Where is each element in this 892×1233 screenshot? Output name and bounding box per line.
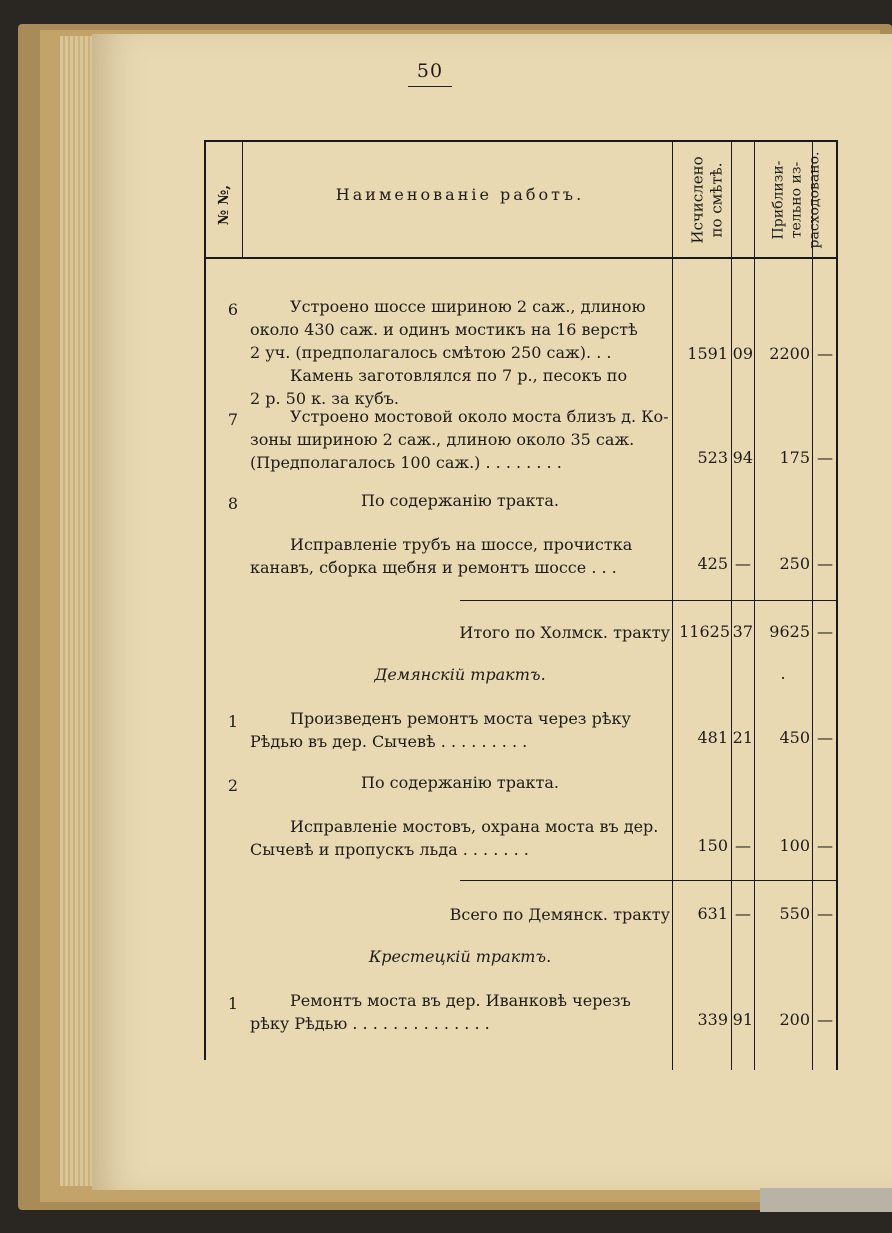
row-text-line: Исправленіе трубъ на шоссе, прочистка (290, 535, 633, 554)
spent-rubles: 200 (779, 1010, 810, 1029)
left-border-rule (204, 140, 206, 1060)
total-estimated-rubles: 631 (697, 904, 728, 923)
row-text-line: 2 уч. (предполагалось смѣтою 250 саж). . . (250, 343, 612, 362)
header-spent-col: Приблизи- тельно из- расходовано. (770, 151, 822, 249)
spent-kopecks: — (817, 448, 833, 467)
spent-col-rule (754, 140, 755, 1070)
page-number-rule (408, 86, 452, 87)
row-text-line: рѣку Рѣдью . . . . . . . . . . . . . . (250, 1014, 490, 1033)
total-spent-rubles: 550 (779, 904, 810, 923)
estimated-rubles: 150 (697, 836, 728, 855)
header-title-col: Наименованіе работъ. (335, 185, 585, 204)
total-spent-rubles: 9625 (769, 622, 810, 641)
estimated-kopecks: — (735, 836, 751, 855)
estimated-rubles: 481 (697, 728, 728, 747)
spent-rubles: 175 (779, 448, 810, 467)
spent-rubles: 450 (779, 728, 810, 747)
estimated-rubles: 425 (697, 554, 728, 573)
est-kop-rule (731, 140, 732, 1070)
total-spent-kopecks: — (817, 622, 833, 641)
stray-mark: . (780, 664, 786, 683)
estimated-kopecks: 09 (732, 344, 753, 363)
section-heading: Демянскій трактъ. (374, 665, 546, 684)
right-border-rule (836, 140, 838, 1070)
scan-strip (760, 1188, 892, 1212)
row-text-line: Произведенъ ремонтъ моста через рѣку (290, 709, 631, 728)
page-number: 50 (416, 60, 444, 82)
row-number: 7 (227, 410, 238, 429)
section-heading: Крестецкій трактъ. (368, 947, 552, 966)
table-top-rule (204, 140, 838, 142)
total-estimated-rubles: 11625 (679, 622, 730, 641)
row-text-line: Устроено мостовой около моста близъ д. Ко- (290, 407, 669, 426)
total-label: Итого по Холмск. тракту (459, 623, 670, 642)
row-number: 1 (227, 994, 238, 1013)
row-text-line: Рѣдью въ дер. Сычевѣ . . . . . . . . . (250, 732, 528, 751)
total-estimated-kopecks: — (735, 904, 751, 923)
total-label: Всего по Демянск. тракту (449, 905, 670, 924)
spent-kopecks: — (817, 728, 833, 747)
spent-kopecks: — (817, 1010, 833, 1029)
row-number: 2 (227, 776, 238, 795)
header-number-col: № №, (216, 184, 232, 226)
row-text-line: около 430 саж. и одинъ мостикъ на 16 верстѣ (250, 320, 638, 339)
subtotal-rule-demyansk (460, 880, 836, 881)
estimated-kopecks: 21 (732, 728, 753, 747)
estimated-kopecks: — (735, 554, 751, 573)
subtotal-rule-kholm (460, 600, 836, 601)
estimated-kopecks: 94 (732, 448, 753, 467)
total-estimated-kopecks: 37 (732, 622, 753, 641)
row-text-line: Сычевѣ и пропускъ льда . . . . . . . (250, 840, 529, 859)
row-text-line: Ремонтъ моста въ дер. Иванковѣ черезъ (290, 991, 631, 1010)
total-spent-kopecks: — (817, 904, 833, 923)
header-bottom-rule (204, 257, 838, 259)
row-text-line: зоны шириною 2 саж., длиною около 35 саж. (250, 430, 635, 449)
spent-kopecks: — (817, 554, 833, 573)
estimated-rubles: 1591 (687, 344, 728, 363)
row-heading: По содержанію тракта. (361, 773, 559, 792)
row-text-line: (Предполагалось 100 саж.) . . . . . . . . (250, 453, 562, 472)
row-text-line: Исправленіе мостовъ, охрана моста въ дер. (290, 817, 659, 836)
row-number: 6 (227, 300, 238, 319)
row-text-line: канавъ, сборка щебня и ремонтъ шоссе . . . (250, 558, 617, 577)
header-estimated-col: Исчислено по смѣтѣ. (689, 156, 727, 244)
row-text-line: 2 р. 50 к. за кубъ. (250, 389, 399, 408)
spent-rubles: 2200 (769, 344, 810, 363)
est-col-rule (672, 140, 673, 1070)
no-col-rule (242, 140, 243, 258)
row-heading: По содержанію тракта. (361, 491, 559, 510)
spent-rubles: 250 (779, 554, 810, 573)
row-text-line: Устроено шоссе шириною 2 саж., длиною (290, 297, 646, 316)
estimated-rubles: 523 (697, 448, 728, 467)
spent-kop-rule (812, 140, 813, 1070)
row-text-line: Камень заготовлялся по 7 р., песокъ по (290, 366, 628, 385)
row-number: 8 (227, 494, 238, 513)
spent-kopecks: — (817, 344, 833, 363)
spent-kopecks: — (817, 836, 833, 855)
spent-rubles: 100 (779, 836, 810, 855)
estimated-rubles: 339 (697, 1010, 728, 1029)
estimated-kopecks: 91 (732, 1010, 753, 1029)
row-number: 1 (227, 712, 238, 731)
